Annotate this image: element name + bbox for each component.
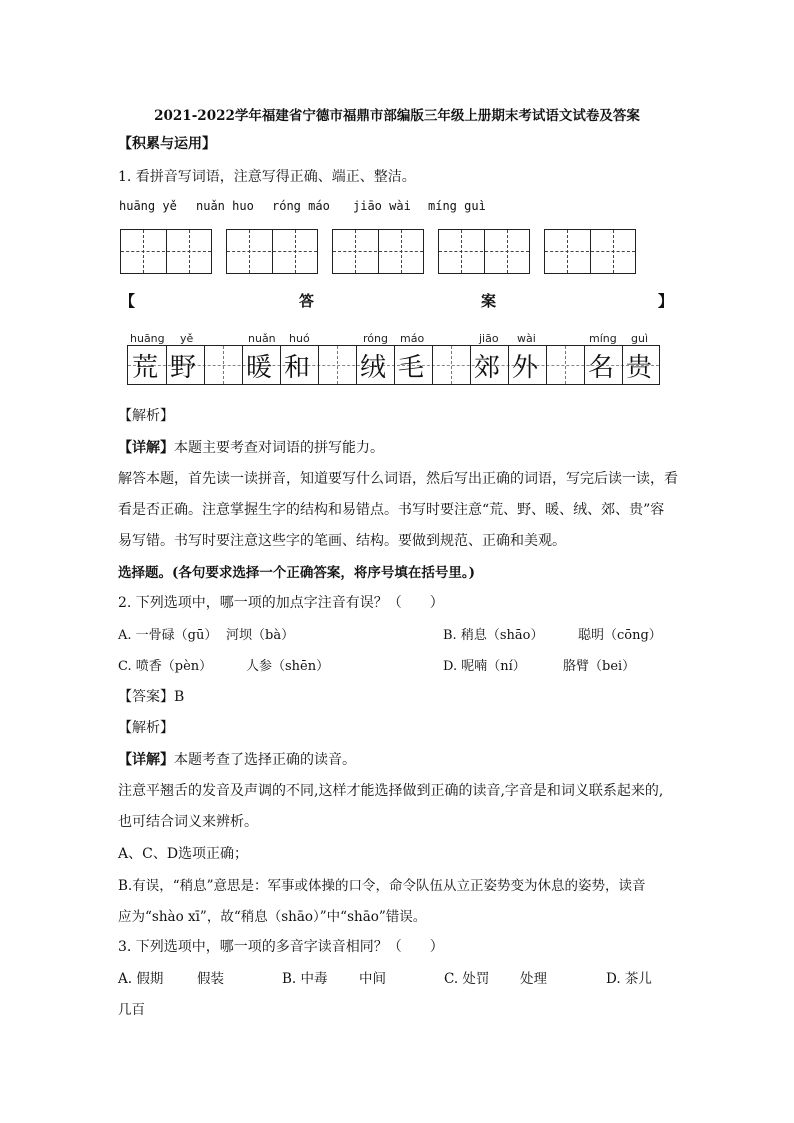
answer-char-6: 毛 bbox=[398, 353, 425, 383]
q3-option-b-2: 中间 bbox=[359, 971, 386, 987]
q2-option-c-1: C. 喷香（pèn） bbox=[118, 659, 213, 674]
answer-char-1: 荒 bbox=[132, 353, 159, 383]
answer-char-3: 暖 bbox=[246, 353, 273, 383]
q2-detail-text: 本题考查了选择正确的读音。 bbox=[174, 752, 356, 768]
answer-char-7: 郊 bbox=[474, 353, 501, 383]
q2-option-a-2: 河坝（bà） bbox=[226, 628, 295, 643]
question-1-stem: 1. 看拼音写词语，注意写得正确、端正、整洁。 bbox=[118, 169, 416, 185]
writing-grid-2 bbox=[226, 229, 318, 274]
q3-option-a-1: A. 假期 bbox=[118, 971, 164, 987]
q2-option-a-1: A. 一骨碌（gū） bbox=[118, 628, 218, 643]
answer-char-5: 绒 bbox=[360, 353, 387, 383]
q2-option-c-2: 人参（shēn） bbox=[246, 659, 330, 674]
answer-char-4: 和 bbox=[284, 353, 311, 383]
answer-pinyin-2: yě bbox=[180, 332, 194, 345]
q3-option-d-2: 几百 bbox=[118, 1002, 145, 1018]
section-heading-choice: 选择题。(各句要求选择一个正确答案，将序号填在括号里。) bbox=[118, 565, 476, 581]
writing-grid-3 bbox=[332, 229, 424, 274]
pinyin-3: róng máo bbox=[272, 199, 330, 213]
pinyin-1: huāng yě bbox=[119, 199, 177, 213]
answer-bracket-open: 【 bbox=[120, 292, 136, 310]
answer-pinyin-7: jiāo bbox=[479, 332, 499, 345]
q1-explain-1: 解答本题，首先读一读拼音，知道要写什么词语，然后写出正确的词语，写完后读一读，看 bbox=[118, 471, 678, 487]
q2-option-d-2: 胳臂（bei） bbox=[563, 659, 636, 674]
writing-grid-5 bbox=[544, 229, 636, 274]
answer-pinyin-8: wài bbox=[517, 332, 536, 345]
q3-option-c-2: 处理 bbox=[520, 971, 547, 987]
writing-grid-4 bbox=[438, 229, 530, 274]
q1-analysis-tag: 【解析】 bbox=[118, 408, 174, 424]
answer-pinyin-1: huāng bbox=[130, 332, 165, 345]
q3-option-c-1: C. 处罚 bbox=[444, 971, 490, 987]
writing-grid-1 bbox=[120, 229, 212, 274]
q1-explain-2: 看是否正确。注意掌握生字的结构和易错点。书写时要注意“荒、野、暖、绒、郊、贵”容 bbox=[118, 502, 665, 518]
q2-explain-1: 注意平翘舌的发音及声调的不同,这样才能选择做到正确的读音,字音是和词义联系起来的, bbox=[118, 783, 664, 799]
section-heading-accumulation: 【积累与运用】 bbox=[118, 136, 216, 152]
answer-pinyin-10: guì bbox=[631, 332, 649, 345]
answer-char-8: 外 bbox=[512, 353, 539, 383]
question-2-stem: 2. 下列选项中，哪一项的加点字注音有误？（ ） bbox=[118, 595, 444, 611]
answer-pinyin-4: huó bbox=[289, 332, 310, 345]
answer-char-10: 贵 bbox=[626, 353, 653, 383]
answer-pinyin-9: míng bbox=[589, 332, 617, 345]
pinyin-2: nuǎn huo bbox=[196, 199, 254, 213]
answer-bracket-close: 】 bbox=[658, 292, 674, 310]
q2-explain-2: 也可结合词义来辨析。 bbox=[118, 814, 258, 830]
q2-detail-line bbox=[118, 749, 356, 769]
q3-option-b-1: B. 中毒 bbox=[282, 971, 328, 987]
page-title: 2021-2022学年福建省宁德市福鼎市部编版三年级上册期末考试语文试卷及答案 bbox=[154, 108, 640, 124]
q2-answer: 【答案】B bbox=[118, 689, 185, 705]
q3-option-d-1: D. 茶儿 bbox=[606, 971, 652, 987]
q1-detail-line bbox=[118, 437, 384, 457]
pinyin-4: jiāo wài bbox=[353, 199, 411, 213]
answer-char-2: 野 bbox=[170, 353, 197, 383]
q2-option-b-2: 聪明（cōng） bbox=[578, 628, 662, 643]
q1-detail-text: 本题主要考查对词语的拼写能力。 bbox=[174, 440, 384, 456]
q2-detail-tag: 【详解】 bbox=[118, 752, 174, 768]
answer-label-char1: 答 bbox=[299, 292, 315, 310]
answer-char-9: 名 bbox=[588, 353, 615, 383]
question-3-stem: 3. 下列选项中，哪一项的多音字读音相同？（ ） bbox=[118, 939, 444, 955]
q3-option-a-2: 假装 bbox=[197, 971, 224, 987]
q1-detail-tag: 【详解】 bbox=[118, 440, 174, 456]
q2-analysis-tag: 【解析】 bbox=[118, 720, 174, 736]
q2-explain-3: A、C、D选项正确； bbox=[118, 846, 249, 862]
answer-grid bbox=[127, 345, 660, 385]
q2-option-d-1: D. 呢喃（ní） bbox=[443, 659, 526, 674]
q1-explain-3: 易写错。书写时要注意这些字的笔画、结构。要做到规范、正确和美观。 bbox=[118, 533, 566, 549]
pinyin-5: míng guì bbox=[428, 199, 486, 213]
answer-label-char2: 案 bbox=[481, 292, 497, 310]
answer-pinyin-3: nuǎn bbox=[248, 332, 276, 345]
q2-explain-4: B.有误，“稍息”意思是：军事或体操的口令，命令队伍从立正姿势变为休息的姿势，读音 bbox=[118, 878, 646, 894]
q2-option-b-1: B. 稍息（shāo） bbox=[443, 628, 544, 643]
answer-pinyin-5: róng bbox=[363, 332, 388, 345]
q2-explain-5: 应为“shào xī”，故“稍息（shāo）”中“shāo”错误。 bbox=[118, 909, 427, 925]
answer-pinyin-6: máo bbox=[400, 332, 425, 345]
